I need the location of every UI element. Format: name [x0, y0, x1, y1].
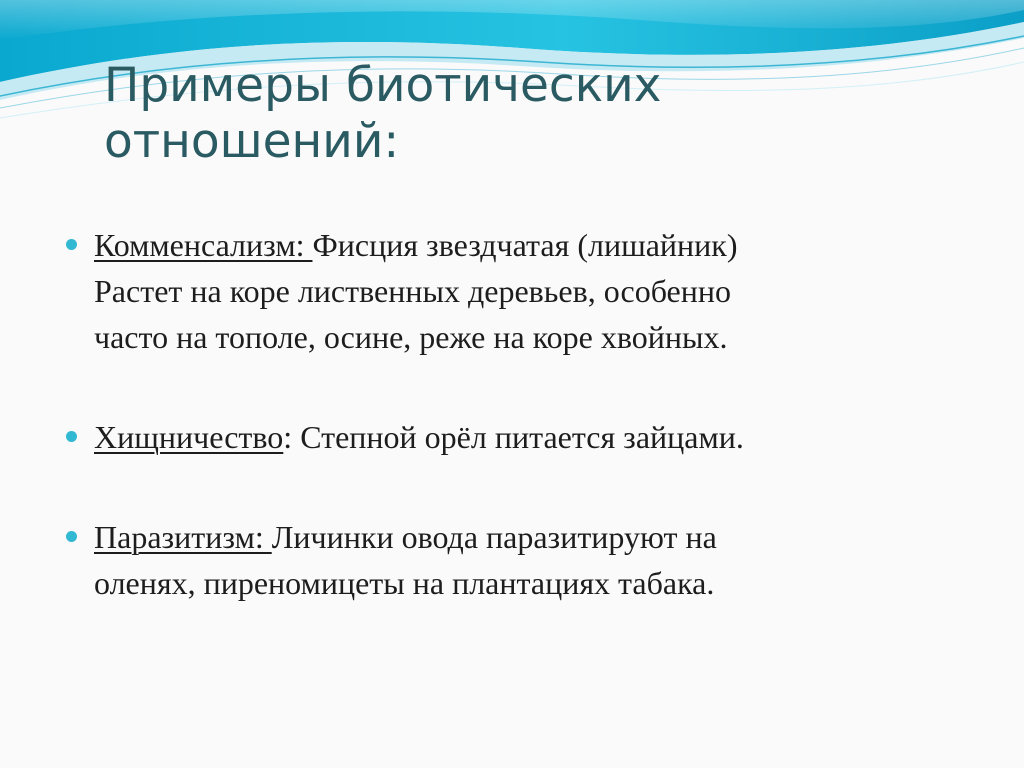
list-item-line — [94, 514, 964, 560]
list-item-commensalism — [64, 222, 964, 360]
item-text: Фисция звездчатая (лишайник) — [312, 227, 738, 263]
list-item-predation — [64, 414, 964, 460]
list-item-line — [94, 414, 964, 460]
term-label: Хищничество — [94, 419, 284, 455]
bullet-dot-icon — [66, 431, 77, 442]
list-item-line — [94, 222, 964, 268]
bullet-list — [64, 222, 964, 606]
term-label: Паразитизм: — [94, 519, 272, 555]
bullet-dot-icon — [66, 239, 77, 250]
item-text: Личинки овода паразитируют на — [271, 519, 717, 555]
item-text: : Степной орёл питается зайцами. — [283, 419, 744, 455]
bullet-dot-icon — [66, 531, 77, 542]
item-text: оленях, пиреномицеты на плантациях табака. — [94, 565, 715, 601]
item-text: часто на тополе, осине, реже на коре хвойных. — [94, 319, 728, 355]
slide-title-line-2: отношений: — [104, 114, 400, 170]
list-item-parasitism — [64, 514, 964, 606]
slide-title — [104, 58, 984, 171]
slide-title-line-1: Примеры биотических — [104, 58, 662, 113]
term-label: Комменсализм: — [94, 227, 313, 263]
item-text: Растет на коре лиственных деревьев, особенно — [94, 273, 731, 309]
